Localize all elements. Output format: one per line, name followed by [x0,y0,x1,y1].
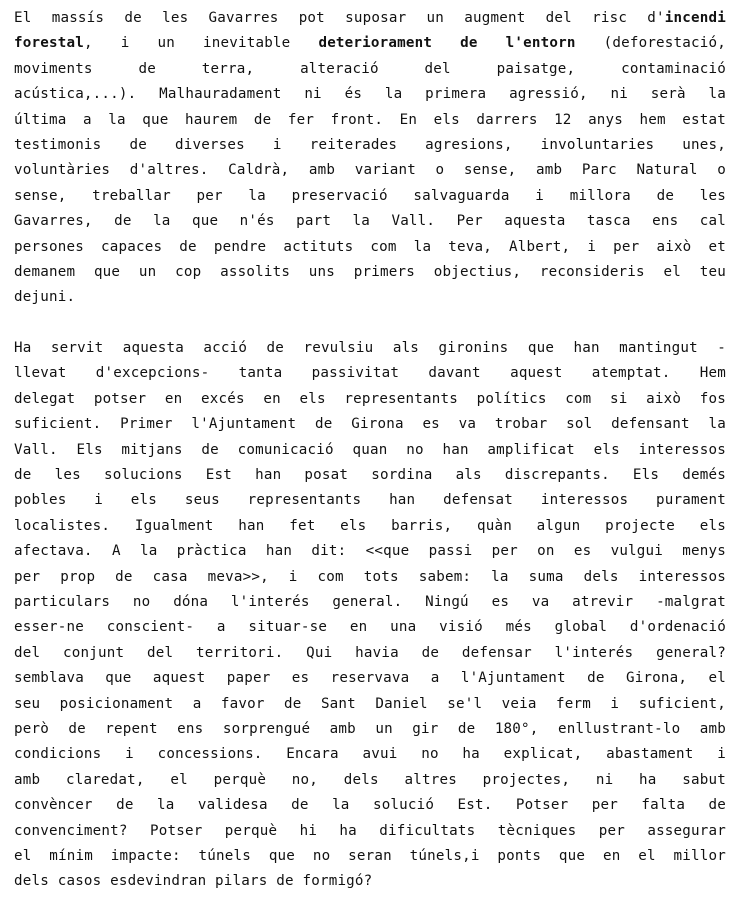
text-run: suficient. Primer l'Ajuntament de Girona es va trobar sol defensant la [14,416,726,433]
text-run: testimonis de diverses i reiterades agresions, involuntaries unes, [14,136,726,153]
text-run: voluntàries d'altres. Caldrà, amb variant o sense, amb Parc Natural o [14,162,726,179]
text-run: localistes. Igualment han fet els barris, quàn algun projecte els [14,517,726,534]
text-line [14,57,726,82]
text-line [14,184,726,209]
text-line [14,793,726,818]
text-run: amb claredat, el perquè no, dels altres projectes, ni ha sabut [14,771,726,788]
text-run: dels casos esdevindran pilars de formigó? [14,873,373,890]
text-run: , i un inevitable [83,35,319,52]
text-run: convèncer de la validesa de la solució Est. Potser per falta de [14,797,726,814]
text-run: última a la que haurem de fer front. En els darrers 12 anys hem estat [14,111,726,128]
text-run: però de repent ens sorprengué amb un gir de 180°, enllustrant-lo amb [14,720,726,737]
text-run: particulars no dóna l'interés general. Ningú es va atrevir -malgrat [14,593,726,610]
text-line [14,539,726,564]
text-line [14,361,726,386]
text-run: dejuni. [14,289,76,306]
text-line [14,565,726,590]
bold-phrase: deteriorament de l'entorn [318,35,576,52]
text-run: (deforestació, [575,35,726,52]
text-run: moviments de terra, alteració del paisatge, contaminació [14,60,726,77]
text-line [14,666,726,691]
text-run: pobles i els seus representants han defensat interessos purament [14,492,726,509]
text-line [14,488,726,513]
text-line [14,82,726,107]
text-line [14,260,726,285]
text-line [14,742,726,767]
text-run: convenciment? Potser perquè hi ha dificultats tècniques per assegurar [14,822,726,839]
text-line [14,285,726,310]
text-line [14,463,726,488]
text-line [14,108,726,133]
text-run: afectava. A la pràctica han dit: <<que passi per on es vulgui menys [14,543,726,560]
text-run: El massís de les Gavarres pot suposar un augment del risc d' [14,10,665,26]
text-line [14,641,726,666]
text-run: esser-ne conscient- a situar-se en una visió més global d'ordenació [14,619,726,636]
text-run: semblava que aquest paper es reservava a l'Ajuntament de Girona, el [14,670,726,687]
text-run: seu posicionament a favor de Sant Daniel se'l veia ferm i suficient, [14,695,726,712]
text-run: Vall. Els mitjans de comunicació quan no han amplificat els interessos [14,441,726,458]
letter-page [14,6,726,895]
text-line [14,438,726,463]
text-line [14,869,726,894]
text-line [14,692,726,717]
text-line [14,819,726,844]
text-line [14,6,726,31]
text-line [14,158,726,183]
text-run: persones capaces de pendre actituts com la teva, Albert, i per això et [14,238,726,255]
bold-phrase: forestal [14,35,84,52]
text-run: condicions i concessions. Encara avui no ha explicat, abastament i [14,746,726,763]
paragraph-spacer [14,311,726,336]
text-run: demanem que un cop assolits uns primers objectius, reconsideris el teu [14,263,726,280]
text-run: Gavarres, de la que n'és part la Vall. Per aquesta tasca ens cal [14,213,726,230]
paragraph-1 [14,6,726,311]
text-line [14,768,726,793]
text-line [14,412,726,437]
text-line [14,514,726,539]
paragraph-2 [14,336,726,895]
text-run: acústica,...). Malhauradament ni és la primera agressió, ni serà la [14,86,726,103]
bold-phrase: incendi [664,10,726,26]
text-run: per prop de casa meva>>, i com tots sabem: la suma dels interessos [14,568,726,585]
text-run: Ha servit aquesta acció de revulsiu als gironins que han mantingut - [14,340,726,357]
text-line [14,844,726,869]
text-line [14,615,726,640]
text-line [14,590,726,615]
text-line [14,387,726,412]
text-line [14,336,726,361]
text-run: sense, treballar per la preservació salvaguarda i millora de les [14,187,726,204]
text-run: el mínim impacte: túnels que no seran túnels,i ponts que en el millor [14,847,726,864]
text-run: delegat potser en excés en els representants polítics com si això fos [14,390,726,407]
text-line [14,209,726,234]
text-line [14,133,726,158]
text-run: de les solucions Est han posat sordina als discrepants. Els demés [14,467,726,484]
text-line [14,235,726,260]
text-line [14,31,726,56]
text-run: del conjunt del territori. Qui havia de defensar l'interés general? [14,644,726,661]
text-line [14,717,726,742]
text-run: llevat d'excepcions- tanta passivitat davant aquest atemptat. Hem [14,365,726,382]
